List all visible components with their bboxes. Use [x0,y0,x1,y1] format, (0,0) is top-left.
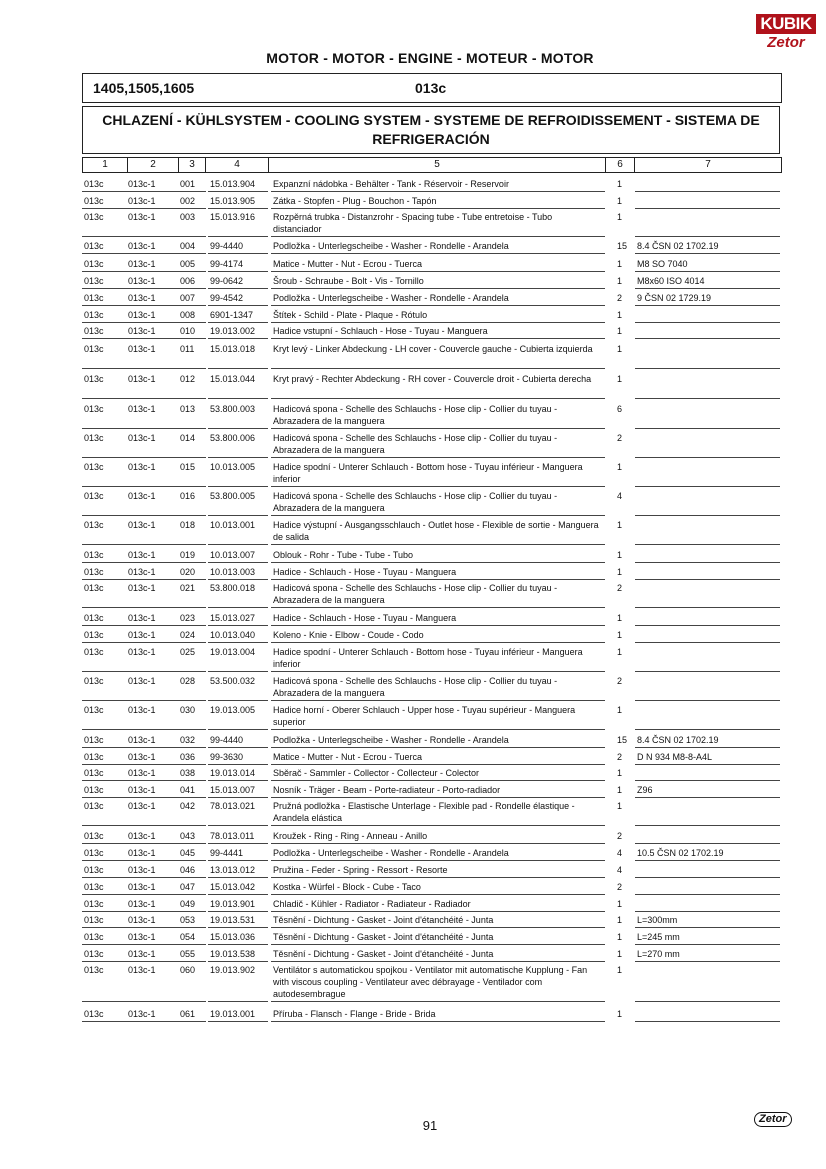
table-row [82,549,780,563]
cell-c1: 013c [84,932,104,942]
cell-c5: Oblouk - Rohr - Tube - Tube - Tubo [273,550,414,560]
table-row [82,566,780,580]
cell-c3: 013 [180,404,196,414]
cell-c1: 013c [84,550,104,560]
cell-c3: 023 [180,613,196,623]
cell-c5: Kryt pravý - Rechter Abdeckung - RH cover - Couvercle droit - Cubierta derecha [273,374,592,384]
cell-c1: 013c [84,949,104,959]
cell-c7: 8.4 ČSN 02 1702.19 [637,735,719,745]
column-header-3: 3 [189,159,195,170]
cell-c6: 1 [617,899,623,909]
cell-c5: Hadice výstupní - Ausgangsschlauch - Outlet hose - Flexible de sortie - Manguera de salida [273,520,599,542]
cell-c3: 042 [180,801,196,811]
cell-c7: L=300mm [637,915,678,925]
table-row [82,275,780,289]
cell-c3: 046 [180,865,196,875]
cell-c5: Sběrač - Sammler - Collector - Collecteur - Colector [273,768,480,778]
group-code: 013c [415,80,447,96]
cell-c2: 013c-1 [128,965,156,975]
cell-c4: 19.013.902 [210,965,256,975]
cell-c4: 19.013.538 [210,949,256,959]
cell-c4: 15.013.904 [210,179,256,189]
cell-c3: 006 [180,276,196,286]
cell-c6: 1 [617,647,623,657]
cell-c2: 013c-1 [128,310,156,320]
cell-c5: Podložka - Unterlegscheibe - Washer - Rondelle - Arandela [273,735,509,745]
cell-c2: 013c-1 [128,630,156,640]
cell-c5: Koleno - Knie - Elbow - Coude - Codo [273,630,424,640]
cell-c4: 15.013.905 [210,196,256,206]
cell-c1: 013c [84,899,104,909]
cell-c7: 8.4 ČSN 02 1702.19 [637,241,719,251]
cell-c7: Z96 [637,785,653,795]
cell-c4: 53.800.018 [210,583,256,593]
cell-c1: 013c [84,293,104,303]
cell-c3: 020 [180,567,196,577]
cell-c3: 003 [180,212,196,222]
table-row [82,1008,780,1022]
cell-c2: 013c-1 [128,241,156,251]
table-row [82,675,780,701]
table-row [82,519,780,545]
table-row [82,490,780,516]
cell-c5: Hadicová spona - Schelle des Schlauchs - Hose clip - Collier du tuyau - Abrazadera de la manguera [273,491,558,513]
cell-c3: 011 [180,344,195,354]
cell-c4: 19.013.901 [210,899,256,909]
cell-c4: 15.013.007 [210,785,256,795]
cell-c4: 99-3630 [210,752,244,762]
cell-c6: 4 [617,865,623,875]
table-row [82,767,780,781]
cell-c2: 013c-1 [128,567,156,577]
table-row [82,830,780,844]
table-row [82,800,780,826]
cell-c4: 53.500.032 [210,676,256,686]
cell-c2: 013c-1 [128,404,156,414]
column-header-7: 7 [705,159,711,170]
cell-c2: 013c-1 [128,882,156,892]
cell-c2: 013c-1 [128,785,156,795]
cell-c4: 53.800.005 [210,491,256,501]
cell-c5: Pružná podložka - Elastische Unterlage - Flexible pad - Rondelle élastique - Arandela elástica [273,801,575,823]
table-row [82,914,780,928]
table-row [82,629,780,643]
cell-c7: M8 SO 7040 [637,259,688,269]
table-row [82,403,780,429]
table-row [82,931,780,945]
cell-c3: 047 [180,882,196,892]
cell-c6: 2 [617,293,623,303]
cell-c7: M8x60 ISO 4014 [637,276,705,286]
cell-c4: 53.800.006 [210,433,256,443]
cell-c3: 005 [180,259,196,269]
cell-c6: 1 [617,1009,623,1019]
cell-c2: 013c-1 [128,259,156,269]
table-row [82,751,780,765]
cell-c1: 013c [84,259,104,269]
cell-c3: 045 [180,848,196,858]
cell-c1: 013c [84,965,104,975]
table-row [82,847,780,861]
table-row [82,864,780,878]
cell-c5: Pružina - Feder - Spring - Ressort - Resorte [273,865,448,875]
cell-c1: 013c [84,179,104,189]
cell-c1: 013c [84,212,104,222]
table-row [82,784,780,798]
cell-c3: 019 [180,550,196,560]
cell-c4: 10.013.001 [210,520,256,530]
cell-c3: 043 [180,831,196,841]
cell-c1: 013c [84,583,104,593]
cell-c2: 013c-1 [128,583,156,593]
cell-c6: 1 [617,179,623,189]
cell-c4: 15.013.027 [210,613,256,623]
logo-kubik-text: KUBIK [756,14,816,34]
cell-c2: 013c-1 [128,705,156,715]
cell-c1: 013c [84,865,104,875]
cell-c2: 013c-1 [128,462,156,472]
table-row [82,373,780,399]
cell-c5: Těsnění - Dichtung - Gasket - Joint d'étanchéité - Junta [273,915,494,925]
cell-c2: 013c-1 [128,550,156,560]
cell-c3: 001 [180,179,196,189]
cell-c5: Hadice - Schlauch - Hose - Tuyau - Manguera [273,567,457,577]
cell-c1: 013c [84,801,104,811]
cell-c3: 012 [180,374,196,384]
cell-c3: 014 [180,433,196,443]
cell-c3: 018 [180,520,196,530]
cell-c1: 013c [84,433,104,443]
cell-c3: 008 [180,310,196,320]
cell-c6: 1 [617,915,623,925]
cell-c3: 036 [180,752,196,762]
cell-c4: 15.013.036 [210,932,256,942]
cell-c5: Hadicová spona - Schelle des Schlauchs - Hose clip - Collier du tuyau - Abrazadera de la manguera [273,676,558,698]
cell-c5: Ventilátor s automatickou spojkou - Ventilator mit automatische Kupplung - Fan with viscous coupling - Ventilateur avec débrayage - Ventilador com autodesembrague [273,965,588,999]
table-row [82,948,780,962]
table-row [82,612,780,626]
cell-c5: Podložka - Unterlegscheibe - Washer - Rondelle - Arandela [273,848,509,858]
cell-c2: 013c-1 [128,949,156,959]
cell-c2: 013c-1 [128,915,156,925]
cell-c3: 007 [180,293,196,303]
cell-c1: 013c [84,1009,104,1019]
cell-c1: 013c [84,735,104,745]
cell-c3: 054 [180,932,196,942]
cell-c2: 013c-1 [128,212,156,222]
cell-c3: 032 [180,735,196,745]
cell-c3: 010 [180,326,196,336]
cell-c1: 013c [84,196,104,206]
table-row [82,240,780,254]
model-list: 1405,1505,1605 [93,80,195,96]
cell-c2: 013c-1 [128,293,156,303]
cell-c5: Rozpěrná trubka - Distanzrohr - Spacing tube - Tube entretoise - Tubo distanciador [273,212,553,234]
cell-c4: 99-4440 [210,735,244,745]
column-header-5: 5 [434,159,440,170]
cell-c5: Zátka - Stopfen - Plug - Bouchon - Tapón [273,196,437,206]
table-row [82,646,780,672]
cell-c6: 1 [617,785,623,795]
cell-c5: Hadicová spona - Schelle des Schlauchs - Hose clip - Collier du tuyau - Abrazadera de la manguera [273,404,558,426]
cell-c7: 10.5 ČSN 02 1702.19 [637,848,724,858]
cell-c1: 013c [84,310,104,320]
cell-c1: 013c [84,520,104,530]
cell-c5: Kroužek - Ring - Ring - Anneau - Anillo [273,831,428,841]
cell-c3: 015 [180,462,196,472]
cell-c4: 6901-1347 [210,310,254,320]
cell-c5: Kostka - Würfel - Block - Cube - Taco [273,882,421,892]
cell-c2: 013c-1 [128,276,156,286]
cell-c1: 013c [84,676,104,686]
cell-c4: 19.013.001 [210,1009,256,1019]
cell-c2: 013c-1 [128,676,156,686]
cell-c6: 2 [617,752,623,762]
cell-c5: Hadicová spona - Schelle des Schlauchs - Hose clip - Collier du tuyau - Abrazadera de la manguera [273,433,558,455]
table-row [82,292,780,306]
cell-c4: 99-4440 [210,241,244,251]
cell-c2: 013c-1 [128,735,156,745]
cell-c1: 013c [84,462,104,472]
cell-c5: Hadice vstupní - Schlauch - Hose - Tuyau - Manguera [273,326,488,336]
cell-c6: 1 [617,768,623,778]
cell-c4: 10.013.003 [210,567,256,577]
cell-c1: 013c [84,768,104,778]
cell-c6: 1 [617,259,623,269]
cell-c6: 2 [617,583,623,593]
cell-c5: Šroub - Schraube - Bolt - Vis - Tornillo [273,276,424,286]
cell-c1: 013c [84,882,104,892]
table-row [82,178,780,192]
cell-c1: 013c [84,374,104,384]
cell-c3: 049 [180,899,196,909]
table-row [82,258,780,272]
cell-c4: 99-4174 [210,259,244,269]
cell-c2: 013c-1 [128,801,156,811]
cell-c2: 013c-1 [128,768,156,778]
cell-c6: 1 [617,613,623,623]
cell-c6: 1 [617,374,623,384]
cell-c4: 13.013.012 [210,865,256,875]
cell-c6: 1 [617,212,623,222]
cell-c5: Hadice spodní - Unterer Schlauch - Bottom hose - Tuyau inférieur - Manguera inferior [273,647,583,669]
cell-c6: 4 [617,491,623,501]
cell-c6: 2 [617,676,623,686]
cell-c4: 99-0642 [210,276,244,286]
cell-c6: 15 [617,735,628,745]
cell-c6: 1 [617,462,623,472]
table-row [82,343,780,369]
cell-c3: 021 [180,583,196,593]
cell-c2: 013c-1 [128,196,156,206]
cell-c2: 013c-1 [128,1009,156,1019]
table-row [82,582,780,608]
cell-c3: 060 [180,965,196,975]
cell-c2: 013c-1 [128,520,156,530]
column-header-4: 4 [234,159,240,170]
cell-c7: L=270 mm [637,949,680,959]
cell-c2: 013c-1 [128,831,156,841]
cell-c4: 19.013.004 [210,647,256,657]
cell-c4: 19.013.531 [210,915,256,925]
cell-c3: 053 [180,915,196,925]
cell-c7: 9 ČSN 02 1729.19 [637,293,712,303]
cell-c1: 013c [84,915,104,925]
cell-c3: 016 [180,491,196,501]
cell-c3: 030 [180,705,196,715]
cell-c1: 013c [84,647,104,657]
cell-c3: 061 [180,1009,196,1019]
table-row [82,461,780,487]
section-header: MOTOR - MOTOR - ENGINE - MOTEUR - MOTOR [266,50,594,66]
cell-c6: 1 [617,630,623,640]
cell-c5: Kryt levý - Linker Abdeckung - LH cover - Couvercle gauche - Cubierta izquierda [273,344,593,354]
cell-c1: 013c [84,752,104,762]
cell-c1: 013c [84,326,104,336]
cell-c1: 013c [84,848,104,858]
cell-c2: 013c-1 [128,899,156,909]
cell-c4: 99-4542 [210,293,244,303]
cell-c1: 013c [84,567,104,577]
cell-c1: 013c [84,344,104,354]
cell-c6: 1 [617,801,623,811]
cell-c2: 013c-1 [128,613,156,623]
footer-zetor-logo: Zetor [754,1112,792,1127]
cell-c3: 002 [180,196,196,206]
group-title: CHLAZENÍ - KÜHLSYSTEM - COOLING SYSTEM - SYSTEME DE REFROIDISSEMENT - SISTEMA DE REFRIGERACIÓN [82,106,780,154]
cell-c4: 15.013.018 [210,344,256,354]
cell-c6: 1 [617,326,623,336]
cell-c4: 15.013.042 [210,882,256,892]
cell-c4: 19.013.005 [210,705,256,715]
table-row [82,211,780,237]
cell-c5: Hadice spodní - Unterer Schlauch - Bottom hose - Tuyau inférieur - Manguera inferior [273,462,583,484]
cell-c5: Nosník - Träger - Beam - Porte-radiateur - Porto-radiador [273,785,501,795]
cell-c6: 1 [617,567,623,577]
table-row [82,964,780,1002]
cell-c2: 013c-1 [128,179,156,189]
cell-c2: 013c-1 [128,752,156,762]
cell-c6: 1 [617,344,623,354]
cell-c2: 013c-1 [128,647,156,657]
table-row [82,195,780,209]
cell-c3: 004 [180,241,196,251]
cell-c5: Matice - Mutter - Nut - Ecrou - Tuerca [273,259,423,269]
cell-c3: 038 [180,768,196,778]
cell-c4: 10.013.007 [210,550,256,560]
cell-c7: L=245 mm [637,932,680,942]
column-header-6: 6 [617,159,623,170]
table-row [82,309,780,323]
cell-c1: 013c [84,705,104,715]
cell-c6: 4 [617,848,623,858]
cell-c5: Podložka - Unterlegscheibe - Washer - Rondelle - Arandela [273,241,509,251]
cell-c1: 013c [84,613,104,623]
cell-c3: 041 [180,785,196,795]
cell-c2: 013c-1 [128,932,156,942]
cell-c5: Příruba - Flansch - Flange - Bride - Brida [273,1009,436,1019]
table-row [82,432,780,458]
table-row [82,325,780,339]
cell-c3: 028 [180,676,196,686]
cell-c7: D N 934 M8-8-A4L [637,752,713,762]
cell-c2: 013c-1 [128,865,156,875]
column-header-1: 1 [102,159,108,170]
cell-c6: 1 [617,949,623,959]
table-row [82,898,780,912]
cell-c4: 15.013.044 [210,374,256,384]
page-number: 91 [422,1118,438,1133]
cell-c4: 19.013.002 [210,326,256,336]
cell-c3: 024 [180,630,196,640]
cell-c1: 013c [84,491,104,501]
cell-c1: 013c [84,831,104,841]
table-row [82,734,780,748]
cell-c5: Matice - Mutter - Nut - Ecrou - Tuerca [273,752,423,762]
cell-c6: 1 [617,550,623,560]
cell-c6: 1 [617,310,623,320]
table-row [82,704,780,730]
cell-c6: 1 [617,276,623,286]
cell-c6: 1 [617,196,623,206]
logo-zetor-text: Zetor [767,34,805,51]
cell-c6: 1 [617,520,623,530]
cell-c1: 013c [84,630,104,640]
cell-c5: Hadice horní - Oberer Schlauch - Upper hose - Tuyau supérieur - Manguera superior [273,705,576,727]
cell-c2: 013c-1 [128,491,156,501]
cell-c6: 6 [617,404,623,414]
cell-c5: Hadice - Schlauch - Hose - Tuyau - Manguera [273,613,457,623]
column-header-2: 2 [150,159,156,170]
cell-c3: 025 [180,647,196,657]
cell-c4: 10.013.005 [210,462,256,472]
cell-c6: 2 [617,433,623,443]
cell-c4: 78.013.021 [210,801,256,811]
cell-c5: Expanzní nádobka - Behälter - Tank - Réservoir - Reservoir [273,179,509,189]
cell-c4: 78.013.011 [210,831,255,841]
cell-c2: 013c-1 [128,326,156,336]
cell-c6: 1 [617,932,623,942]
cell-c3: 055 [180,949,196,959]
cell-c1: 013c [84,404,104,414]
cell-c2: 013c-1 [128,848,156,858]
cell-c5: Podložka - Unterlegscheibe - Washer - Rondelle - Arandela [273,293,509,303]
cell-c6: 15 [617,241,628,251]
cell-c1: 013c [84,785,104,795]
cell-c4: 99-4441 [210,848,244,858]
cell-c4: 15.013.916 [210,212,256,222]
cell-c5: Těsnění - Dichtung - Gasket - Joint d'étanchéité - Junta [273,949,494,959]
cell-c6: 2 [617,831,623,841]
cell-c2: 013c-1 [128,344,156,354]
cell-c6: 1 [617,705,623,715]
cell-c6: 2 [617,882,623,892]
cell-c2: 013c-1 [128,433,156,443]
cell-c1: 013c [84,241,104,251]
cell-c5: Štítek - Schild - Plate - Plaque - Rótulo [273,310,428,320]
cell-c5: Chladič - Kühler - Radiator - Radiateur - Radiador [273,899,471,909]
cell-c4: 10.013.040 [210,630,256,640]
cell-c4: 53.800.003 [210,404,256,414]
cell-c5: Hadicová spona - Schelle des Schlauchs - Hose clip - Collier du tuyau - Abrazadera de la manguera [273,583,558,605]
cell-c6: 1 [617,965,623,975]
cell-c2: 013c-1 [128,374,156,384]
table-row [82,881,780,895]
cell-c4: 19.013.014 [210,768,256,778]
cell-c1: 013c [84,276,104,286]
cell-c5: Těsnění - Dichtung - Gasket - Joint d'étanchéité - Junta [273,932,494,942]
